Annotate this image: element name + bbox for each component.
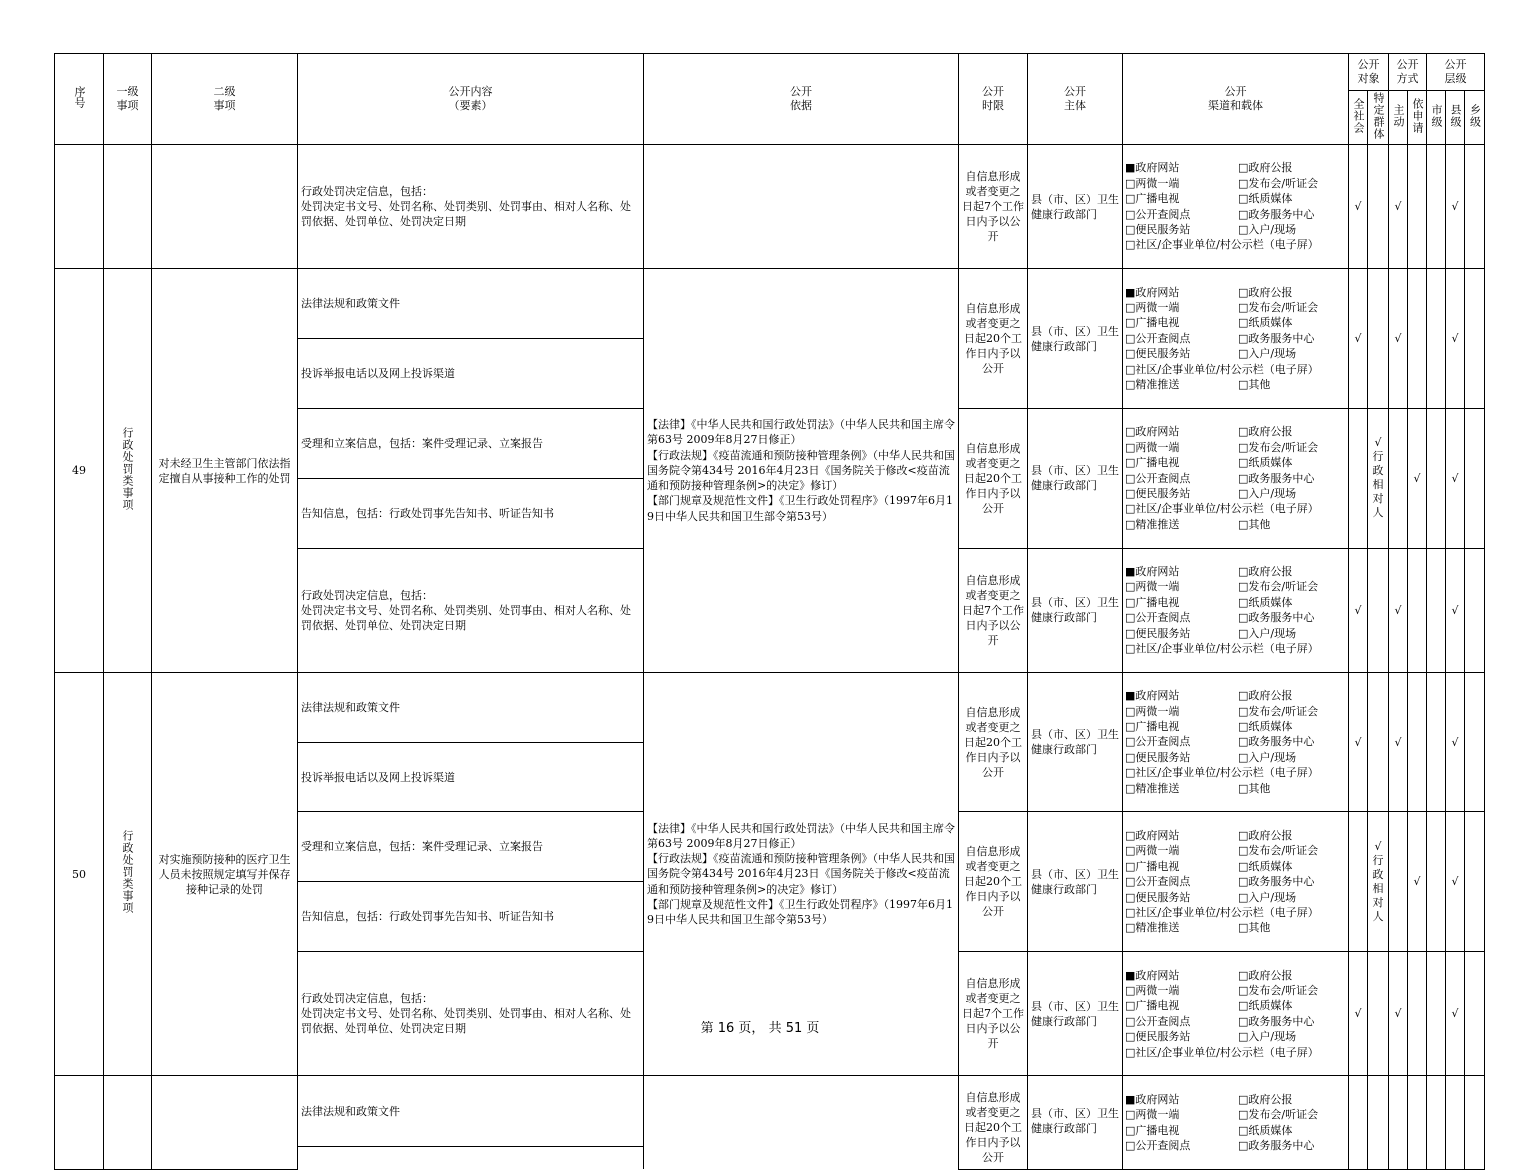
channel-option: □两微一端: [1125, 704, 1180, 718]
channel-option: □政府公报: [1238, 968, 1293, 982]
city-mark: [1427, 1076, 1446, 1169]
content-cell: 告知信息，包括：行政处罚事先告知书、听证告知书: [298, 882, 644, 952]
channel-option: □发布会/听证会: [1238, 704, 1319, 718]
channel-option: □广播电视: [1125, 999, 1180, 1013]
channel-option: □入户/现场: [1238, 347, 1297, 361]
channel-option: ■政府网站: [1125, 161, 1180, 175]
all-society-mark: √: [1349, 145, 1368, 269]
specific-mark: √ 行 政 相 对 人: [1368, 408, 1389, 548]
channel-option: □公开查阅点: [1125, 331, 1191, 345]
basis-cell: [644, 1076, 959, 1169]
channel-option: □广播电视: [1125, 316, 1180, 330]
all-society-mark: √: [1349, 672, 1368, 812]
channel-option: □政府公报: [1238, 564, 1293, 578]
page-footer: 第 16 页， 共 51 页: [700, 1021, 820, 1036]
channel-option: □精准推送: [1125, 517, 1180, 531]
county-mark: √: [1446, 672, 1465, 812]
request-mark: [1408, 952, 1427, 1076]
channel-option: □社区/企事业单位/村公示栏（电子屏）: [1125, 766, 1319, 780]
township-mark: [1465, 672, 1485, 812]
table-row: [55, 269, 1485, 339]
channel-option: □广播电视: [1125, 456, 1180, 470]
request-mark: [1408, 672, 1427, 812]
channel-cell: [1123, 672, 1349, 812]
time-limit-cell: 自信息形成或者变更之日起7个工作日内予以公开: [959, 145, 1028, 269]
all-society-mark: [1349, 812, 1368, 952]
channel-option: □社区/企事业单位/村公示栏（电子屏）: [1125, 502, 1319, 516]
request-mark: [1408, 269, 1427, 409]
channel-list: [1125, 564, 1346, 656]
content-cell: [298, 1146, 644, 1169]
channel-option: □政府公报: [1238, 425, 1293, 439]
subject-cell: 县（市、区）卫生健康行政部门: [1028, 408, 1123, 548]
active-mark: [1389, 408, 1408, 548]
time-limit-cell: 自信息形成或者变更之日起20个工作日内予以公开: [959, 672, 1028, 812]
channel-option: □政府公报: [1238, 828, 1293, 842]
header-specific-group: 特定群体: [1368, 91, 1389, 145]
channel-option: □两微一端: [1125, 301, 1180, 315]
specific-mark: [1368, 269, 1389, 409]
subject-cell: 县（市、区）卫生健康行政部门: [1028, 548, 1123, 672]
channel-option: □发布会/听证会: [1238, 176, 1319, 190]
all-society-mark: [1349, 1076, 1368, 1169]
header-city: 市级: [1427, 91, 1446, 145]
channel-option: □广播电视: [1125, 859, 1180, 873]
seq-cell: 50: [55, 672, 104, 1076]
content-cell: 法律法规和政策文件: [298, 269, 644, 339]
channel-option: □精准推送: [1125, 921, 1180, 935]
channel-option: □入户/现场: [1238, 750, 1297, 764]
channel-option: □其他: [1238, 921, 1271, 935]
specific-mark: [1368, 952, 1389, 1076]
channel-option: □广播电视: [1125, 720, 1180, 734]
channel-option: ■政府网站: [1125, 689, 1180, 703]
channel-list: [1125, 688, 1346, 796]
seq-cell: [55, 145, 104, 269]
channel-option: □入户/现场: [1238, 626, 1297, 640]
channel-option: □其他: [1238, 517, 1271, 531]
seq-cell: [55, 1076, 104, 1169]
header-content: 公开内容 （要素）: [298, 54, 644, 145]
basis-cell: [644, 145, 959, 269]
level1-cell: [104, 1076, 152, 1169]
channel-option: □纸质媒体: [1238, 720, 1293, 734]
channel-option: □纸质媒体: [1238, 456, 1293, 470]
channel-option: □公开查阅点: [1125, 875, 1191, 889]
channel-option: □两微一端: [1125, 844, 1180, 858]
all-society-mark: √: [1349, 269, 1368, 409]
content-cell: 投诉举报电话以及网上投诉渠道: [298, 742, 644, 812]
content-cell: 行政处罚决定信息，包括： 处罚决定书文号、处罚名称、处罚类别、处罚事由、相对人名称、处罚依据、处罚单位、处罚决定日期: [298, 145, 644, 269]
level1-cell: 行政处罚类事项: [104, 672, 152, 1076]
active-mark: √: [1389, 145, 1408, 269]
channel-option: □便民服务站: [1125, 347, 1191, 361]
table-row: [55, 1076, 1485, 1146]
table-row: [55, 145, 1485, 269]
header-object: 公开 对象: [1349, 54, 1389, 91]
channel-cell: [1123, 952, 1349, 1076]
channel-option: □公开查阅点: [1125, 471, 1191, 485]
channel-option: □社区/企事业单位/村公示栏（电子屏）: [1125, 238, 1319, 252]
channel-option: □公开查阅点: [1125, 611, 1191, 625]
all-society-mark: √: [1349, 952, 1368, 1076]
channel-option: □便民服务站: [1125, 486, 1191, 500]
header-seq: 序号: [55, 54, 104, 145]
channel-option: □发布会/听证会: [1238, 844, 1319, 858]
channel-option: □纸质媒体: [1238, 595, 1293, 609]
request-mark: [1408, 145, 1427, 269]
content-cell: 受理和立案信息，包括：案件受理记录、立案报告: [298, 812, 644, 882]
channel-option: □便民服务站: [1125, 626, 1191, 640]
city-mark: [1427, 269, 1446, 409]
channel-option: □公开查阅点: [1125, 207, 1191, 221]
time-limit-cell: 自信息形成或者变更之日起20个工作日内予以公开: [959, 812, 1028, 952]
channel-option: □公开查阅点: [1125, 1139, 1191, 1152]
header-subject: 公开 主体: [1028, 54, 1123, 145]
active-mark: [1389, 1076, 1408, 1169]
township-mark: [1465, 1076, 1485, 1169]
basis-cell: 【法律】《中华人民共和国行政处罚法》（中华人民共和国主席令第63号 2009年8月27日修正） 【行政法规】《疫苗流通和预防接种管理条例》（中华人民共和国国务院令第434号 2016年4月23日《国务院关于修改<疫苗流通和预防接种管理条例>的决定》修订） 【部门规章及规范性文件】《卫生行政处罚程序》（1997年6月19日中华人民共和国卫生部令第53号）: [644, 269, 959, 673]
channel-cell: [1123, 145, 1349, 269]
time-limit-cell: 自信息形成或者变更之日起20个工作日内予以公开: [959, 269, 1028, 409]
county-mark: √: [1446, 952, 1465, 1076]
channel-list: [1125, 160, 1346, 252]
channel-option: □政务服务中心: [1238, 875, 1315, 889]
header-township: 乡级: [1465, 91, 1485, 145]
county-mark: [1446, 1076, 1465, 1169]
content-cell: 告知信息，包括：行政处罚事先告知书、听证告知书: [298, 478, 644, 548]
channel-cell: [1123, 812, 1349, 952]
channel-option: □纸质媒体: [1238, 859, 1293, 873]
level2-cell: 对实施预防接种的医疗卫生人员未按照规定填写并保存接种记录的处罚: [152, 672, 298, 1076]
channel-option: □政府网站: [1125, 828, 1180, 842]
disclosure-table: [54, 53, 1485, 1170]
channel-option: □入户/现场: [1238, 486, 1297, 500]
channel-option: □社区/企事业单位/村公示栏（电子屏）: [1125, 642, 1319, 655]
header-by-request: 依申请: [1408, 91, 1427, 145]
channel-option: □两微一端: [1125, 983, 1180, 997]
channel-option: □精准推送: [1125, 378, 1180, 392]
content-cell: 行政处罚决定信息，包括： 处罚决定书文号、处罚名称、处罚类别、处罚事由、相对人名称、处罚依据、处罚单位、处罚决定日期: [298, 952, 644, 1076]
channel-list: [1125, 285, 1346, 393]
channel-option: □社区/企事业单位/村公示栏（电子屏）: [1125, 362, 1319, 376]
header-county: 县级: [1446, 91, 1465, 145]
channel-option: □两微一端: [1125, 580, 1180, 594]
county-mark: √: [1446, 812, 1465, 952]
basis-cell: 【法律】《中华人民共和国行政处罚法》（中华人民共和国主席令第63号 2009年8月27日修正） 【行政法规】《疫苗流通和预防接种管理条例》（中华人民共和国国务院令第434号 2016年4月23日《国务院关于修改<疫苗流通和预防接种管理条例>的决定》修订） 【部门规章及规范性文件】《卫生行政处罚程序》（1997年6月19日中华人民共和国卫生部令第53号）: [644, 672, 959, 1076]
request-mark: [1408, 548, 1427, 672]
city-mark: [1427, 408, 1446, 548]
specific-mark: [1368, 548, 1389, 672]
channel-option: □政务服务中心: [1238, 1014, 1315, 1028]
channel-option: □入户/现场: [1238, 223, 1297, 237]
channel-option: □政府网站: [1125, 425, 1180, 439]
channel-cell: [1123, 408, 1349, 548]
table-row: [55, 672, 1485, 742]
specific-mark: [1368, 145, 1389, 269]
content-cell: 法律法规和政策文件: [298, 672, 644, 742]
subject-cell: 县（市、区）卫生健康行政部门: [1028, 145, 1123, 269]
subject-cell: 县（市、区）卫生健康行政部门: [1028, 812, 1123, 952]
channel-list: [1125, 1092, 1346, 1154]
channel-option: □政务服务中心: [1238, 207, 1315, 221]
request-mark: [1408, 1076, 1427, 1169]
active-mark: √: [1389, 672, 1408, 812]
header-method: 公开 方式: [1389, 54, 1427, 91]
time-limit-cell: 自信息形成或者变更之日起20个工作日内予以公开: [959, 408, 1028, 548]
channel-option: □政务服务中心: [1238, 1139, 1315, 1152]
all-society-mark: √: [1349, 548, 1368, 672]
township-mark: [1465, 548, 1485, 672]
channel-option: □纸质媒体: [1238, 1123, 1293, 1137]
city-mark: [1427, 952, 1446, 1076]
city-mark: [1427, 812, 1446, 952]
time-limit-cell: 自信息形成或者变更之日起7个工作日内予以公开: [959, 548, 1028, 672]
header-level2: 二级 事项: [152, 54, 298, 145]
header-basis: 公开 依据: [644, 54, 959, 145]
channel-cell: [1123, 548, 1349, 672]
level2-cell: 对未经卫生主管部门依法指定擅自从事接种工作的处罚: [152, 269, 298, 673]
channel-option: □广播电视: [1125, 595, 1180, 609]
channel-option: □纸质媒体: [1238, 999, 1293, 1013]
channel-option: □发布会/听证会: [1238, 580, 1319, 594]
channel-cell: [1123, 269, 1349, 409]
content-cell: 行政处罚决定信息，包括： 处罚决定书文号、处罚名称、处罚类别、处罚事由、相对人名称、处罚依据、处罚单位、处罚决定日期: [298, 548, 644, 672]
subject-cell: 县（市、区）卫生健康行政部门: [1028, 1076, 1123, 1169]
header-active: 主动: [1389, 91, 1408, 145]
county-mark: √: [1446, 269, 1465, 409]
township-mark: [1465, 408, 1485, 548]
city-mark: [1427, 672, 1446, 812]
header-level1: 一级 事项: [104, 54, 152, 145]
channel-option: □入户/现场: [1238, 890, 1297, 904]
active-mark: [1389, 812, 1408, 952]
active-mark: √: [1389, 548, 1408, 672]
channel-option: □公开查阅点: [1125, 1014, 1191, 1028]
county-mark: √: [1446, 548, 1465, 672]
channel-cell: [1123, 1076, 1349, 1169]
header-time-limit: 公开 时限: [959, 54, 1028, 145]
content-cell: 受理和立案信息，包括：案件受理记录、立案报告: [298, 408, 644, 478]
township-mark: [1465, 812, 1485, 952]
channel-option: □广播电视: [1125, 192, 1180, 206]
channel-list: [1125, 424, 1346, 532]
active-mark: √: [1389, 269, 1408, 409]
channel-option: □政务服务中心: [1238, 735, 1315, 749]
channel-option: □政府公报: [1238, 1092, 1293, 1106]
city-mark: [1427, 548, 1446, 672]
channel-option: □发布会/听证会: [1238, 1108, 1319, 1122]
subject-cell: 县（市、区）卫生健康行政部门: [1028, 269, 1123, 409]
level2-cell: [152, 1076, 298, 1169]
channel-option: □便民服务站: [1125, 750, 1191, 764]
channel-option: □便民服务站: [1125, 890, 1191, 904]
channel-option: □社区/企事业单位/村公示栏（电子屏）: [1125, 905, 1319, 919]
channel-option: □政务服务中心: [1238, 611, 1315, 625]
channel-option: □两微一端: [1125, 176, 1180, 190]
channel-option: □广播电视: [1125, 1123, 1180, 1137]
header-all-society: 全社会: [1349, 91, 1368, 145]
channel-option: □政府公报: [1238, 689, 1293, 703]
specific-mark: [1368, 672, 1389, 812]
channel-option: ■政府网站: [1125, 1092, 1180, 1106]
time-limit-cell: 自信息形成或者变更之日起20个工作日内予以公开: [959, 1076, 1028, 1169]
content-cell: 法律法规和政策文件: [298, 1076, 644, 1146]
all-society-mark: [1349, 408, 1368, 548]
specific-mark: [1368, 1076, 1389, 1169]
time-limit-cell: 自信息形成或者变更之日起7个工作日内予以公开: [959, 952, 1028, 1076]
header-level: 公开 层级: [1427, 54, 1485, 91]
township-mark: [1465, 269, 1485, 409]
channel-option: □便民服务站: [1125, 1030, 1191, 1044]
specific-mark: √ 行 政 相 对 人: [1368, 812, 1389, 952]
channel-option: □政府公报: [1238, 161, 1293, 175]
channel-option: □发布会/听证会: [1238, 983, 1319, 997]
subject-cell: 县（市、区）卫生健康行政部门: [1028, 672, 1123, 812]
channel-option: □两微一端: [1125, 1108, 1180, 1122]
channel-list: [1125, 828, 1346, 936]
request-mark: √: [1408, 812, 1427, 952]
seq-cell: 49: [55, 269, 104, 673]
channel-option: □社区/企事业单位/村公示栏（电子屏）: [1125, 1045, 1319, 1059]
channel-option: ■政府网站: [1125, 285, 1180, 299]
header-channel: 公开 渠道和载体: [1123, 54, 1349, 145]
county-mark: √: [1446, 145, 1465, 269]
level1-cell: [104, 145, 152, 269]
city-mark: [1427, 145, 1446, 269]
channel-option: □政务服务中心: [1238, 471, 1315, 485]
township-mark: [1465, 145, 1485, 269]
level2-cell: [152, 145, 298, 269]
channel-option: □入户/现场: [1238, 1030, 1297, 1044]
channel-option: □两微一端: [1125, 440, 1180, 454]
channel-option: ■政府网站: [1125, 564, 1180, 578]
channel-list: [1125, 968, 1346, 1060]
channel-option: □政府公报: [1238, 285, 1293, 299]
active-mark: √: [1389, 952, 1408, 1076]
request-mark: √: [1408, 408, 1427, 548]
subject-cell: 县（市、区）卫生健康行政部门: [1028, 952, 1123, 1076]
header-row-1: [55, 54, 1485, 91]
channel-option: □发布会/听证会: [1238, 301, 1319, 315]
channel-option: □发布会/听证会: [1238, 440, 1319, 454]
content-cell: 投诉举报电话以及网上投诉渠道: [298, 339, 644, 409]
channel-option: □纸质媒体: [1238, 192, 1293, 206]
channel-option: □其他: [1238, 378, 1271, 392]
level1-cell: 行政处罚类事项: [104, 269, 152, 673]
channel-option: □纸质媒体: [1238, 316, 1293, 330]
county-mark: √: [1446, 408, 1465, 548]
township-mark: [1465, 952, 1485, 1076]
channel-option: ■政府网站: [1125, 968, 1180, 982]
channel-option: □其他: [1238, 781, 1271, 795]
channel-option: □政务服务中心: [1238, 331, 1315, 345]
channel-option: □精准推送: [1125, 781, 1180, 795]
channel-option: □公开查阅点: [1125, 735, 1191, 749]
channel-option: □便民服务站: [1125, 223, 1191, 237]
